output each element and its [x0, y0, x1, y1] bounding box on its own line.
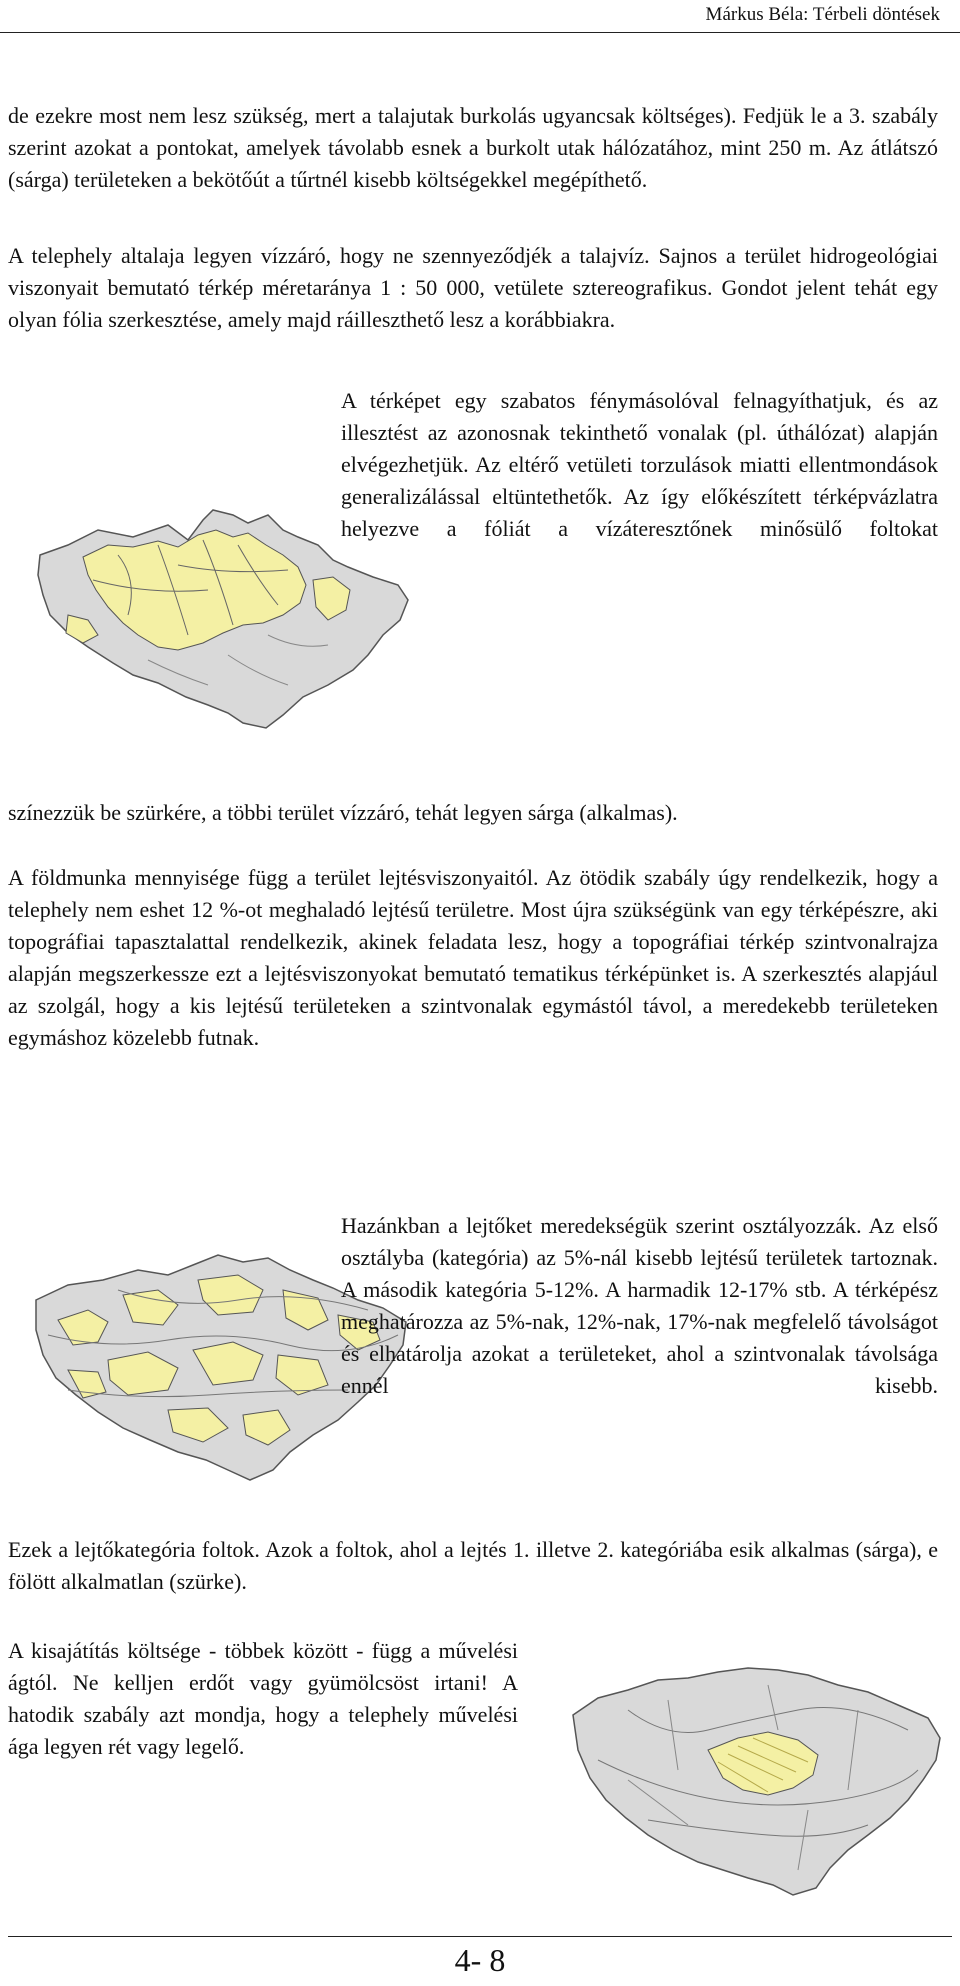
paragraph-3-full: [8, 797, 938, 829]
paragraph-2: [8, 240, 938, 336]
paragraph-5-side: [341, 1210, 938, 1402]
page-header: [0, 0, 960, 33]
paragraph-text: A kisajátítás költsége - többek között - függ a művelési ágtól. Ne kelljen erdőt vagy gyümölcsöst irtani! A hatodik szabály azt mondja, hogy a telephely művelési ága legyen rét vagy legelő.: [8, 1638, 518, 1759]
paragraph-text: A földmunka mennyisége függ a terület lejtésviszonyaitól. Az ötödik szabály úgy rendelkezik, hogy a telephely nem eshet 12 %-ot meghaladó lejtésű területre. Most újra szükségünk van egy térképészre, aki topográfiai tapasztalattal rendelkezik, akinek feladata lesz, hogy a topográfiai térkép szintvonalrajza alapján megszerkessze ezt a lejtésviszonyokat bemutató tematikus térképünket is. A szerkesztés alapjául az szolgál, hogy a kis lejtésű területeken a szintvonalak egymástól távol, a meredekebb területeken egymáshoz közelebb futnak.: [8, 865, 938, 1050]
paragraph-text: Hazánkban a lejtőket meredekségük szerint osztályozzák. Az első osztályba (kategória) az 5%-nál kisebb lejtésű területek tartoznak. A második kategória 5-12%. A harmadik 12-17% stb. A térképész meghatározza az 5%-nak, 12%-nak, 17%-nak megfelelő távolságot és elhatárolja azokat a területeket, ahol a szintvonalak távolsága ennél kisebb.: [341, 1213, 938, 1398]
paragraph-text: A térképet egy szabatos fénymásolóval felnagyíthatjuk, és az illesztést az azonosnak tekinthető vonalak (pl. úthálózat) alapján elvégezhetjük. Az eltérő vetületi torzulások miatti ellentmondások generalizálással eltüntethetők. Az így előkészített térképvázlatra helyezve a fóliát a vízáteresztőnek minősülő foltokat: [341, 388, 938, 541]
paragraph-text: színezzük be szürkére, a többi terület vízzáró, tehát legyen sárga (alkalmas).: [8, 800, 678, 825]
paragraph-text: de ezekre most nem lesz szükség, mert a talajutak burkolás ugyancsak költséges). Fedjük le a 3. szabály szerint azokat a pontokat, amelyek távolabb esnek a burkolt utak hálózatához, mint 250 m. Az átlátszó (sárga) területeken a bekötőút a tűrtnél kisebb költségekkel megépíthető.: [8, 103, 938, 192]
paragraph-4: [8, 862, 938, 1054]
paragraph-6-side: [8, 1635, 518, 1763]
paragraph-3-side: [341, 385, 938, 545]
footer-rule: [8, 1936, 952, 1937]
header-title: Márkus Béla: Térbeli döntések: [705, 4, 940, 25]
paragraph-text: Ezek a lejtőkategória foltok. Azok a foltok, ahol a lejtés 1. illetve 2. kategóriába esik alkalmas (sárga), e fölött alkalmatlan (szürke).: [8, 1537, 938, 1594]
paragraph-5-full: [8, 1534, 938, 1598]
paragraph-1: [8, 100, 938, 196]
page-number: 4- 8: [454, 1942, 506, 1978]
paragraph-text: A telephely altalaja legyen vízzáró, hogy ne szennyeződjék a talajvíz. Sajnos a terület hidrogeológiai viszonyait bemutató térkép méretaránya 1 : 50 000, vetülete sztereografikus. Gondot jelent tehát egy olyan fólia szerkesztése, amely majd ráilleszthető lesz a korábbiakra.: [8, 243, 938, 332]
land-use-map-figure: [568, 1650, 948, 1900]
